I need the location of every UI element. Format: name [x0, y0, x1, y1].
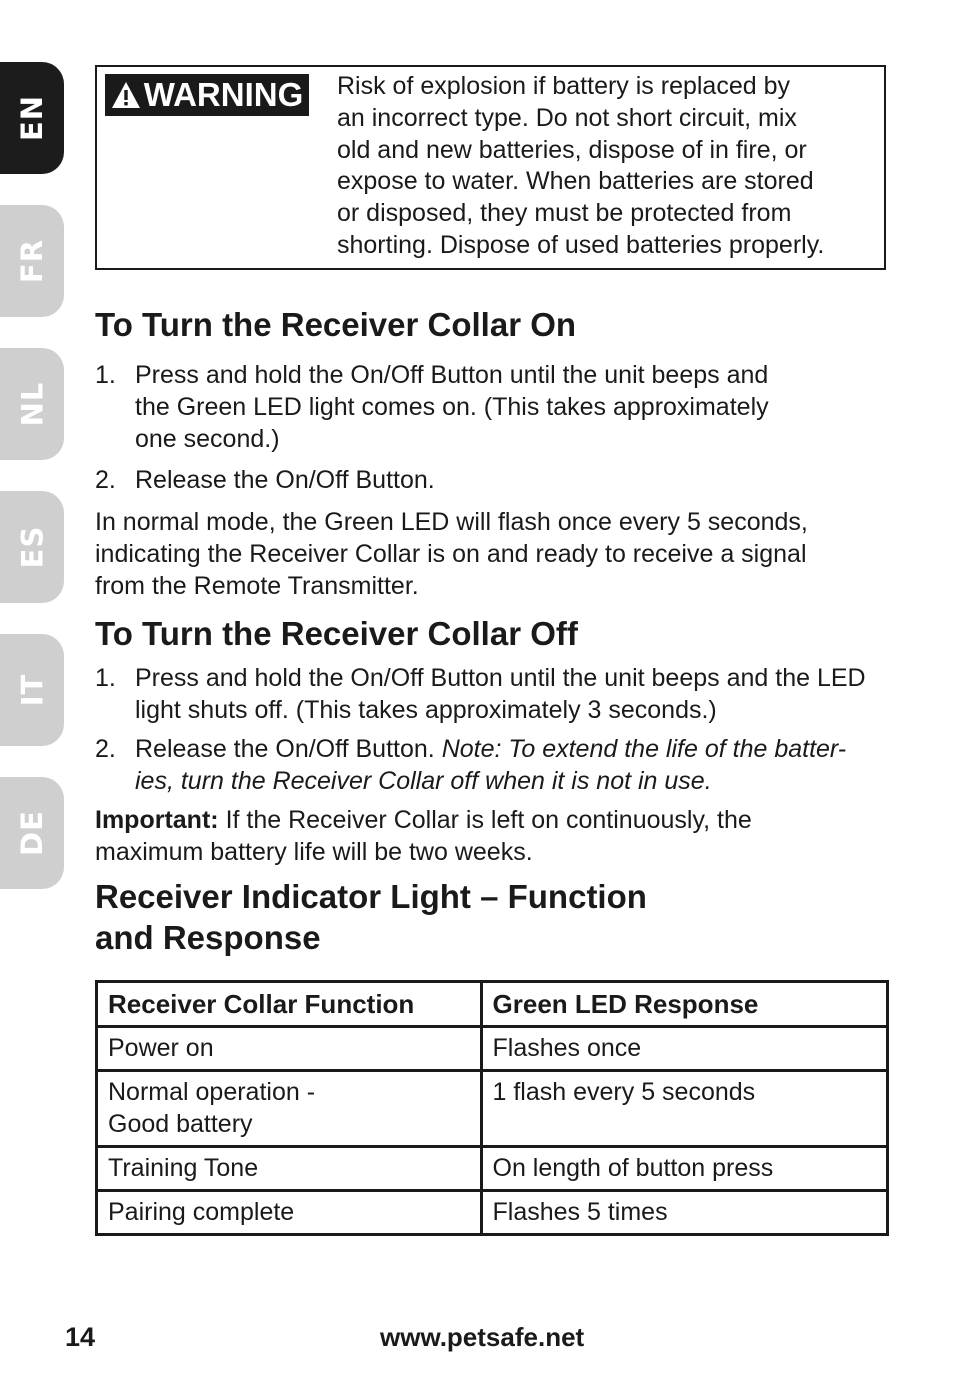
- warning-badge-label: WARNING: [143, 76, 304, 113]
- table-cell-function: [97, 1191, 482, 1235]
- warning-line: an incorrect type. Do not short circuit, mix: [337, 103, 797, 132]
- step-text: Release the On/Off Button.: [135, 466, 435, 494]
- cell-line: Power on: [108, 1034, 214, 1062]
- cell-line: Normal operation -: [108, 1078, 316, 1106]
- column-header-function: Receiver Collar Function: [97, 982, 482, 1027]
- table-header-row: [97, 982, 888, 1027]
- step-line: Press and hold the On/Off Button until the unit beeps and: [135, 361, 769, 389]
- table-row: [97, 1027, 888, 1071]
- important-text: If the Receiver Collar is left on continuously, the: [225, 806, 752, 834]
- tab-en-label: EN: [15, 94, 49, 142]
- important-text-continued: maximum battery life will be two weeks.: [95, 838, 533, 866]
- important-paragraph: [95, 804, 895, 868]
- table-cell-response: Flashes 5 times: [481, 1191, 887, 1235]
- tab-es-label: ES: [14, 525, 49, 569]
- warning-line: shorting. Dispose of used batteries properly.: [337, 230, 825, 259]
- page-number: 14: [65, 1322, 96, 1352]
- step-line: light shuts off. (This takes approximately 3 seconds.): [135, 696, 717, 724]
- table-row: [97, 1147, 888, 1191]
- step-line: Press and hold the On/Off Button until the unit beeps and the LED: [135, 664, 866, 692]
- heading-turn-off: To Turn the Receiver Collar Off: [95, 615, 578, 652]
- warning-text: [337, 71, 877, 262]
- heading-indicator: [95, 876, 895, 958]
- table-cell-response: On length of button press: [481, 1147, 887, 1191]
- step-number: 2.: [95, 466, 116, 494]
- step-number: 2.: [95, 735, 116, 763]
- tab-de[interactable]: [0, 777, 64, 889]
- warning-box: [95, 65, 886, 270]
- tab-it[interactable]: [0, 634, 64, 746]
- tab-nl[interactable]: [0, 348, 64, 460]
- paragraph-line: In normal mode, the Green LED will flash once every 5 seconds,: [95, 508, 808, 536]
- tab-fr-label: FR: [14, 238, 49, 284]
- warning-line: Risk of explosion if battery is replaced by: [337, 72, 790, 100]
- warning-line: or disposed, they must be protected from: [337, 199, 792, 228]
- tab-fr[interactable]: [0, 205, 64, 317]
- step-text: Release the On/Off Button.: [135, 735, 435, 763]
- tab-en[interactable]: [0, 62, 64, 174]
- cell-line: Good battery: [108, 1110, 253, 1138]
- column-header-response: Green LED Response: [481, 982, 887, 1027]
- step-number: 1.: [95, 664, 116, 692]
- table-cell-response: 1 flash every 5 seconds: [481, 1071, 887, 1147]
- table-row: [97, 1191, 888, 1235]
- tab-es[interactable]: [0, 491, 64, 603]
- paragraph-line: indicating the Receiver Collar is on and ready to receive a signal: [95, 540, 807, 568]
- step-line: one second.): [135, 425, 280, 453]
- important-label: Important:: [95, 806, 219, 834]
- cell-line: Training Tone: [108, 1154, 259, 1182]
- indicator-table: [95, 980, 889, 1236]
- table-row: [97, 1071, 888, 1147]
- heading-line: Receiver Indicator Light – Function: [95, 878, 647, 915]
- table-cell-function: [97, 1027, 482, 1071]
- table-cell-function: [97, 1147, 482, 1191]
- paragraph-line: from the Remote Transmitter.: [95, 572, 419, 600]
- warning-line: expose to water. When batteries are stored: [337, 167, 814, 196]
- battery-note-continued: ies, turn the Receiver Collar off when it is not in use.: [135, 767, 712, 795]
- table-cell-function: [97, 1071, 482, 1147]
- tab-nl-label: NL: [15, 381, 49, 427]
- warning-badge: [105, 74, 309, 116]
- tab-de-label: DE: [14, 810, 49, 856]
- heading-line: and Response: [95, 919, 321, 956]
- table-cell-response: Flashes once: [481, 1027, 887, 1071]
- warning-line: old and new batteries, dispose of in fire, or: [337, 135, 807, 164]
- normal-mode-paragraph: [95, 506, 895, 602]
- step-line: the Green LED light comes on. (This takes approximately: [135, 393, 769, 421]
- cell-line: Pairing complete: [108, 1198, 295, 1226]
- battery-note: Note: To extend the life of the batter-: [441, 735, 847, 763]
- tab-it-label: IT: [14, 673, 49, 707]
- warning-triangle-icon: [111, 81, 141, 109]
- step-number: 1.: [95, 361, 116, 389]
- heading-turn-on: To Turn the Receiver Collar On: [95, 306, 577, 343]
- website-link[interactable]: www.petsafe.net: [380, 1322, 585, 1352]
